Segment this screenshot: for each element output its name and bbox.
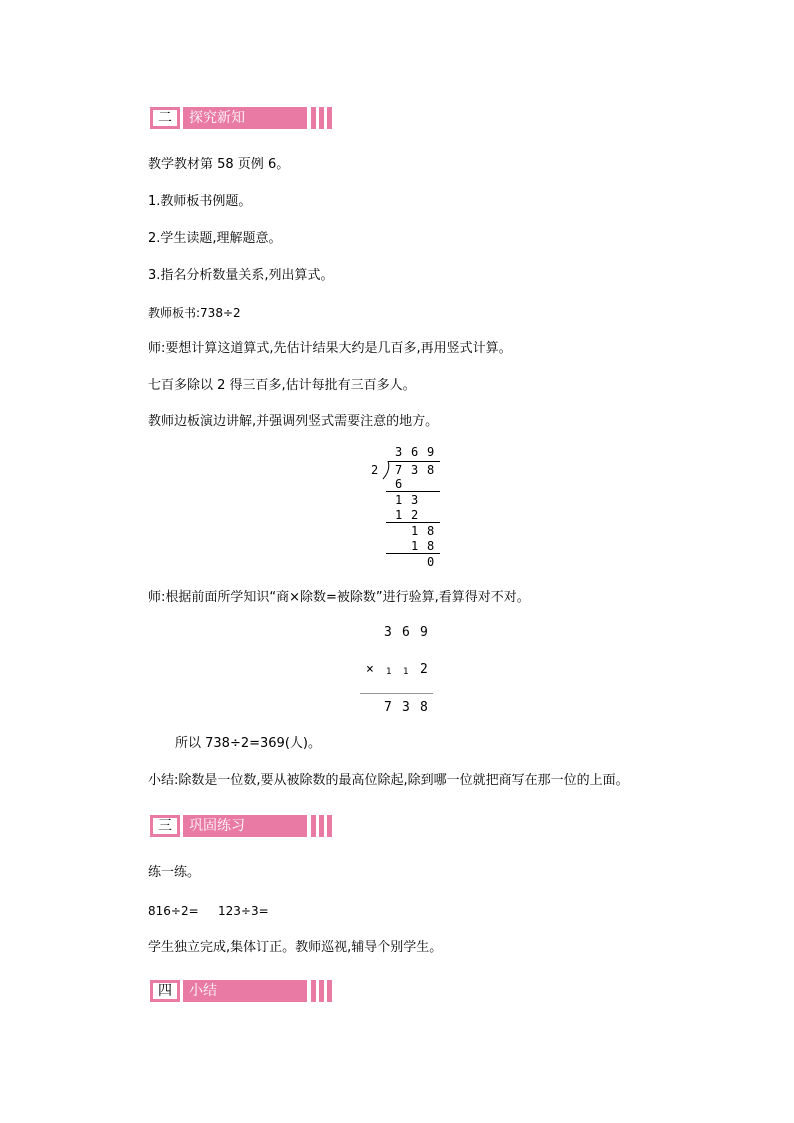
decor-stripe <box>327 980 332 1002</box>
step-line <box>386 491 440 492</box>
multiply-sign: × <box>366 662 374 677</box>
multiplier-digit: 2 <box>420 662 428 677</box>
section-number-box <box>150 815 180 837</box>
section-title: 小结 <box>183 980 307 1002</box>
paragraph: 教师板书:738÷2 <box>148 306 241 320</box>
quotient-digit: 3 <box>395 445 403 459</box>
section-number: 三 <box>153 818 177 834</box>
paragraph: 1.教师板书例题。 <box>148 194 252 209</box>
paragraph: 师:要想计算这道算式,先估计结果大约是几百多,再用竖式计算。 <box>148 341 512 356</box>
section-number-box <box>150 107 180 129</box>
paragraph: 教学教材第 58 页例 6。 <box>148 157 290 172</box>
remainder-digit: 0 <box>427 555 435 569</box>
step-digit: 1 <box>411 524 419 538</box>
step-digit: 3 <box>411 493 419 507</box>
step-digit: 1 <box>411 539 419 553</box>
verification-multiplication <box>360 625 440 720</box>
decor-stripe <box>319 107 324 129</box>
division-bar <box>388 461 440 462</box>
exercise-2: 123÷3= <box>218 904 269 918</box>
paragraph: 3.指名分析数量关系,列出算式。 <box>148 268 334 283</box>
section-number-box <box>150 980 180 1002</box>
section-title: 探究新知 <box>183 107 307 129</box>
product-digit: 8 <box>420 700 428 715</box>
paragraph: 学生独立完成,集体订正。教师巡视,辅导个别学生。 <box>148 940 443 955</box>
paragraph: 教师边板演边讲解,并强调列竖式需要注意的地方。 <box>148 414 439 429</box>
divisor: 2 <box>371 463 379 477</box>
dividend-digit: 8 <box>427 463 435 477</box>
quotient-digit: 9 <box>427 445 435 459</box>
section-header-explore <box>150 107 334 129</box>
decor-stripe <box>327 107 332 129</box>
paragraph: 所以 738÷2=369(人)。 <box>175 736 321 751</box>
step-digit: 6 <box>395 477 403 491</box>
quotient-digit: 6 <box>411 445 419 459</box>
step-line <box>386 522 440 523</box>
section-number: 四 <box>153 983 177 999</box>
decor-stripe <box>311 980 316 1002</box>
decor-stripe <box>319 815 324 837</box>
product-digit: 7 <box>384 700 392 715</box>
step-digit: 2 <box>411 508 419 522</box>
paragraph: 小结:除数是一位数,要从被除数的最高位除起,除到哪一位就把商写在那一位的上面。 <box>148 773 629 788</box>
multiplicand-digit: 9 <box>420 625 428 640</box>
step-digit: 1 <box>395 508 403 522</box>
decor-stripe <box>327 815 332 837</box>
dividend-digit: 7 <box>395 463 403 477</box>
step-line <box>386 553 440 554</box>
paragraph: 2.学生读题,理解题意。 <box>148 231 282 246</box>
step-digit: 8 <box>427 524 435 538</box>
section-number: 二 <box>153 110 177 126</box>
decor-stripe <box>319 980 324 1002</box>
step-digit: 8 <box>427 539 435 553</box>
decor-stripe <box>311 107 316 129</box>
multiplicand-digit: 6 <box>402 625 410 640</box>
exercise-1: 816÷2= <box>148 904 199 918</box>
carry-digit: 1 <box>386 667 392 677</box>
division-bracket <box>381 461 391 481</box>
paragraph: 练一练。 <box>148 865 201 880</box>
step-digit: 1 <box>395 493 403 507</box>
section-header-practice <box>150 815 334 837</box>
carry-digit: 1 <box>403 667 409 677</box>
paragraph: 师:根据前面所学知识“商×除数=被除数”进行验算,看算得对不对。 <box>148 590 530 605</box>
multiplicand-digit: 3 <box>384 625 392 640</box>
result-line <box>360 693 433 694</box>
long-division <box>368 445 448 570</box>
paragraph: 七百多除以 2 得三百多,估计每批有三百多人。 <box>148 378 416 393</box>
decor-stripe <box>311 815 316 837</box>
product-digit: 3 <box>402 700 410 715</box>
dividend-digit: 3 <box>411 463 419 477</box>
section-header-summary <box>150 980 334 1002</box>
section-title: 巩固练习 <box>183 815 307 837</box>
